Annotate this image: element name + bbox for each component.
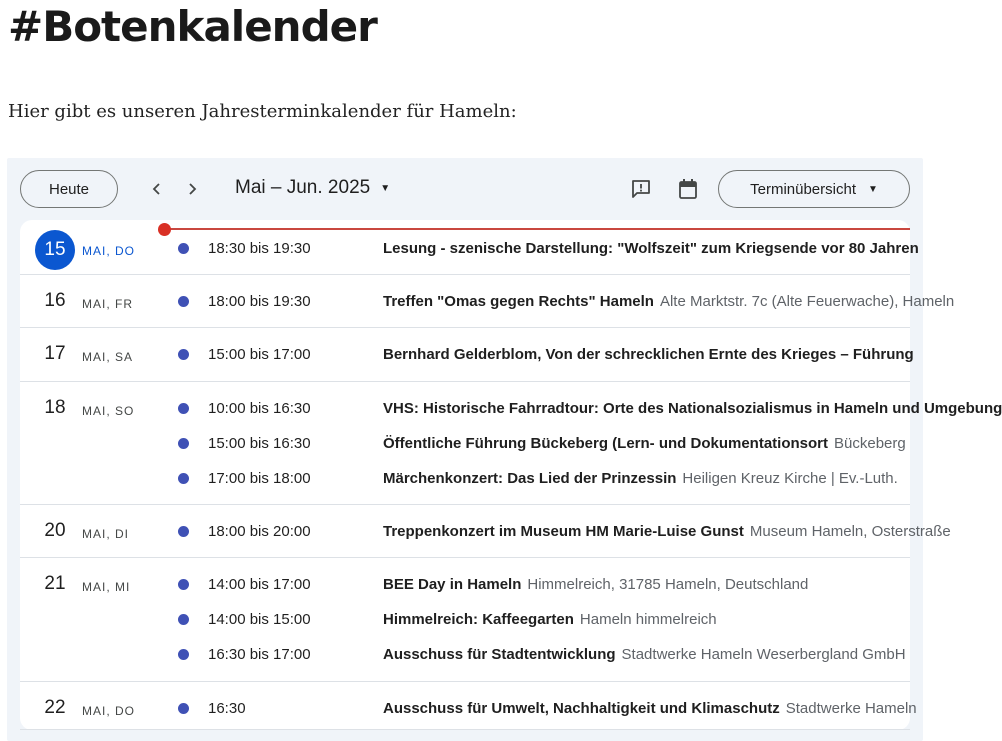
day-label: MAI, DI [82, 527, 130, 541]
day-number[interactable]: 18 [44, 397, 66, 418]
event-info [383, 435, 910, 452]
event-dot [178, 296, 189, 307]
date-range-label: Mai – Jun. 2025 [235, 177, 371, 198]
event-info [383, 700, 917, 717]
event-location: Alte Marktstr. 7c (Alte Feuerwache), Hameln [659, 293, 955, 310]
event-item[interactable] [20, 337, 914, 372]
event-info [383, 400, 1002, 417]
current-time-line [164, 228, 910, 230]
event-item[interactable] [20, 426, 910, 461]
event-title: VHS: Historische Fahrradtour: Orte des Nationalsozialismus in Hameln und Umgebung [383, 400, 1002, 417]
event-item[interactable] [20, 514, 951, 549]
event-time: 14:00 bis 15:00 [208, 611, 311, 628]
day-label: MAI, MI [82, 580, 131, 594]
agenda-day [20, 505, 951, 558]
event-time: 14:00 bis 17:00 [208, 576, 311, 593]
event-time: 18:00 bis 20:00 [208, 523, 311, 540]
view-dropdown-button[interactable] [718, 170, 910, 208]
event-info [383, 611, 910, 628]
event-item[interactable] [20, 691, 917, 726]
event-item[interactable] [20, 391, 1002, 426]
event-location: Bückeberg [834, 435, 906, 452]
agenda-list [20, 220, 1002, 730]
day-label: MAI, SO [82, 404, 135, 418]
feedback-icon[interactable] [629, 177, 653, 201]
event-title: BEE Day in Hameln [383, 576, 522, 593]
today-button[interactable]: Heute [20, 170, 118, 208]
event-title: Märchenkonzert: Das Lied der Prinzessin [383, 470, 677, 487]
event-info [383, 523, 951, 540]
event-item[interactable] [20, 602, 910, 637]
event-info [383, 576, 910, 593]
event-title: Ausschuss für Stadtentwicklung [383, 646, 616, 663]
event-dot [178, 526, 189, 537]
view-dropdown-label: Terminübersicht [750, 180, 856, 198]
page-title: #Botenkalender [8, 2, 377, 51]
event-location: Himmelreich, 31785 Hameln, Deutschland [527, 576, 809, 593]
event-title: Öffentliche Führung Bückeberg (Lern- und Dokumentationsort [383, 435, 829, 452]
event-title: Himmelreich: Kaffeegarten [383, 611, 574, 628]
event-item[interactable] [20, 231, 919, 266]
intro-text: Hier gibt es unseren Jahresterminkalender für Hameln: [8, 101, 517, 122]
event-dot [178, 703, 189, 714]
event-info [383, 646, 910, 663]
agenda-day [20, 682, 917, 730]
day-number[interactable]: 17 [44, 343, 66, 364]
day-label: MAI, DO [82, 244, 136, 258]
event-info [383, 346, 914, 363]
event-location: Stadtwerke Hameln Weserbergland GmbH [621, 646, 906, 663]
event-title: Ausschuss für Umwelt, Nachhaltigkeit und Klimaschutz [383, 700, 780, 717]
event-item[interactable] [20, 284, 955, 319]
caret-down-icon: ▼ [380, 182, 391, 194]
event-title: Treffen "Omas gegen Rechts" Hameln [383, 293, 654, 310]
event-title: Bernhard Gelderblom, Von der schrecklichen Ernte des Krieges – Führung [383, 346, 914, 363]
event-title: Treppenkonzert im Museum HM Marie-Luise Gunst [383, 523, 744, 540]
event-time: 15:00 bis 17:00 [208, 346, 311, 363]
event-item[interactable] [20, 637, 910, 672]
calendar-toolbar [7, 158, 923, 220]
event-time: 16:30 bis 17:00 [208, 646, 311, 663]
event-location: Hameln himmelreich [579, 611, 717, 628]
day-number-today[interactable]: 15 [35, 230, 75, 270]
event-dot [178, 579, 189, 590]
calendar-embed [7, 158, 1002, 741]
event-time: 10:00 bis 16:30 [208, 400, 311, 417]
day-label: MAI, FR [82, 297, 133, 311]
chevron-left-icon[interactable] [143, 175, 171, 203]
event-dot [178, 473, 189, 484]
event-dot [178, 438, 189, 449]
day-number[interactable]: 22 [44, 697, 66, 718]
event-dot [178, 349, 189, 360]
event-time: 18:00 bis 19:30 [208, 293, 311, 310]
event-time: 17:00 bis 18:00 [208, 470, 311, 487]
agenda-day [20, 382, 1002, 505]
caret-down-icon: ▼ [867, 183, 878, 195]
event-location: Museum Hameln, Osterstraße [749, 523, 951, 540]
event-info [383, 293, 955, 310]
day-number[interactable]: 21 [44, 573, 66, 594]
event-location: Heiligen Kreuz Kirche | Ev.-Luth. [682, 470, 898, 487]
date-range-dropdown[interactable] [235, 177, 390, 199]
event-info [383, 240, 919, 257]
day-label: MAI, SA [82, 350, 134, 364]
event-dot [178, 649, 189, 660]
day-number[interactable]: 16 [44, 290, 66, 311]
current-time-dot [158, 223, 171, 236]
event-location: Stadtwerke Hameln [785, 700, 917, 717]
agenda-day [20, 275, 955, 328]
event-dot [178, 403, 189, 414]
event-item[interactable] [20, 461, 910, 496]
event-time: 15:00 bis 16:30 [208, 435, 311, 452]
day-number[interactable]: 20 [44, 520, 66, 541]
event-time: 18:30 bis 19:30 [208, 240, 311, 257]
event-info [383, 470, 910, 487]
event-title: Lesung - szenische Darstellung: "Wolfszeit" zum Kriegsende vor 80 Jahren [383, 240, 919, 257]
event-item[interactable] [20, 567, 910, 602]
event-dot [178, 614, 189, 625]
agenda-day [20, 328, 914, 382]
event-time: 16:30 [208, 700, 246, 717]
chevron-right-icon[interactable] [178, 175, 206, 203]
agenda-day [20, 558, 910, 682]
calendar-icon[interactable] [676, 177, 700, 201]
event-dot [178, 243, 189, 254]
day-label: MAI, DO [82, 704, 136, 718]
